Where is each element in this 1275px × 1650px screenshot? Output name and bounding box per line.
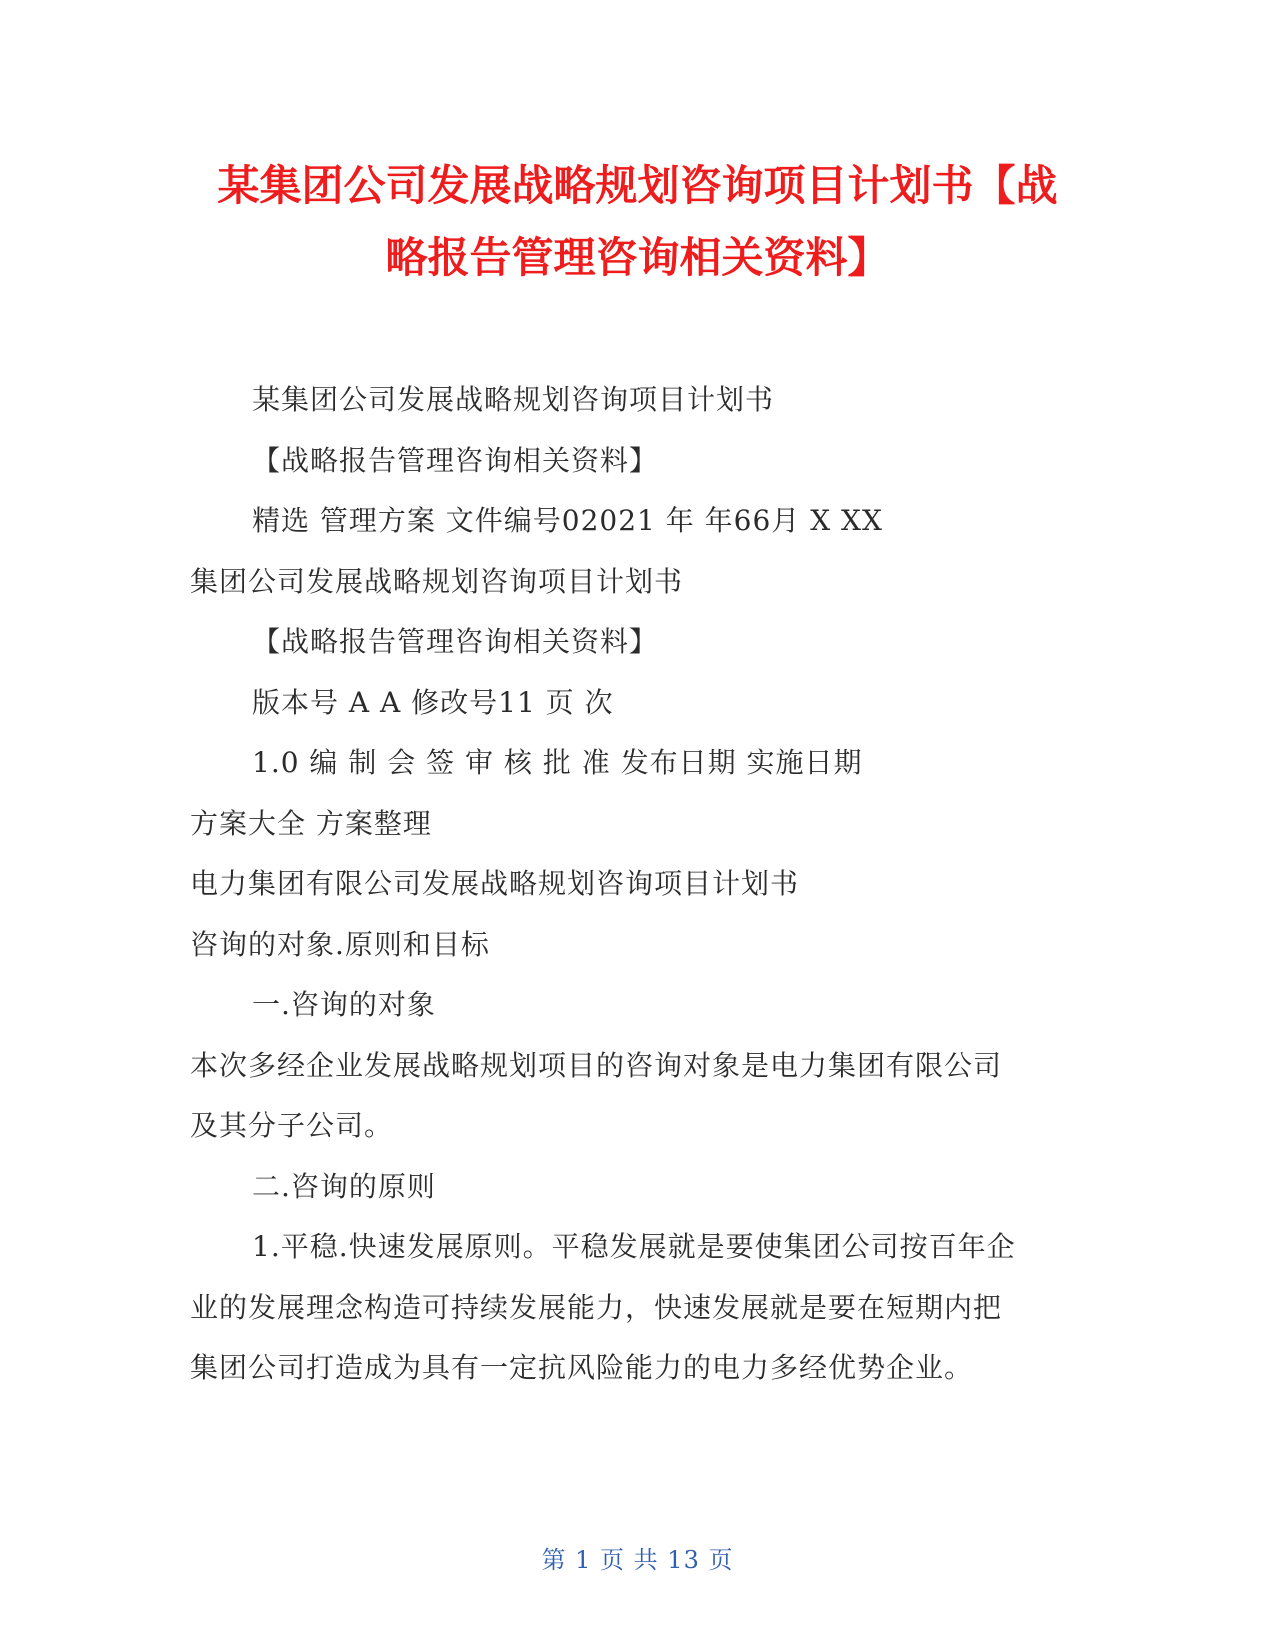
paragraph-line: 集团公司打造成为具有一定抗风险能力的电力多经优势企业。 [190,1351,974,1384]
paragraph-line: 【战略报告管理咨询相关资料】 [252,625,659,658]
page-footer [0,1540,1275,1575]
paragraph-line: 电力集团有限公司发展战略规划咨询项目计划书 [190,867,800,900]
section-heading: 咨询的对象.原则和目标 [190,927,490,961]
document-body [190,370,1090,1399]
title-line-1: 某集团公司发展战略规划咨询项目计划书【战 [217,161,1058,210]
page-number-text: 第 1 页 共 13 页 [541,1546,734,1574]
paragraph-line: 某集团公司发展战略规划咨询项目计划书 [252,383,775,416]
paragraph-line: 业的发展理念构造可持续发展能力，快速发展就是要在短期内把 [190,1290,1003,1324]
paragraph-line: 集团公司发展战略规划咨询项目计划书 [190,564,684,598]
paragraph-line: 版本号 A A 修改号11 页 次 [252,685,614,719]
title-line-2: 略报告管理咨询相关资料】 [385,233,890,282]
paragraph-line: 本次多经企业发展战略规划项目的咨询对象是电力集团有限公司 [190,1048,1003,1082]
paragraph-line: 精选 管理方案 文件编号02021 年 年66月 X XX [252,504,883,537]
subsection-heading: 二.咨询的原则 [252,1169,436,1203]
paragraph-line: 1.0 编 制 会 签 审 核 批 准 发布日期 实施日期 [252,746,863,779]
subsection-heading: 一.咨询的对象 [252,988,436,1021]
paragraph-line: 【战略报告管理咨询相关资料】 [252,443,659,477]
paragraph-line: 及其分子公司。 [190,1109,394,1142]
paragraph-line: 方案大全 方案整理 [190,806,432,840]
document-title [150,150,1125,294]
paragraph-line: 1.平稳.快速发展原则。平稳发展就是要使集团公司按百年企 [252,1230,1016,1263]
